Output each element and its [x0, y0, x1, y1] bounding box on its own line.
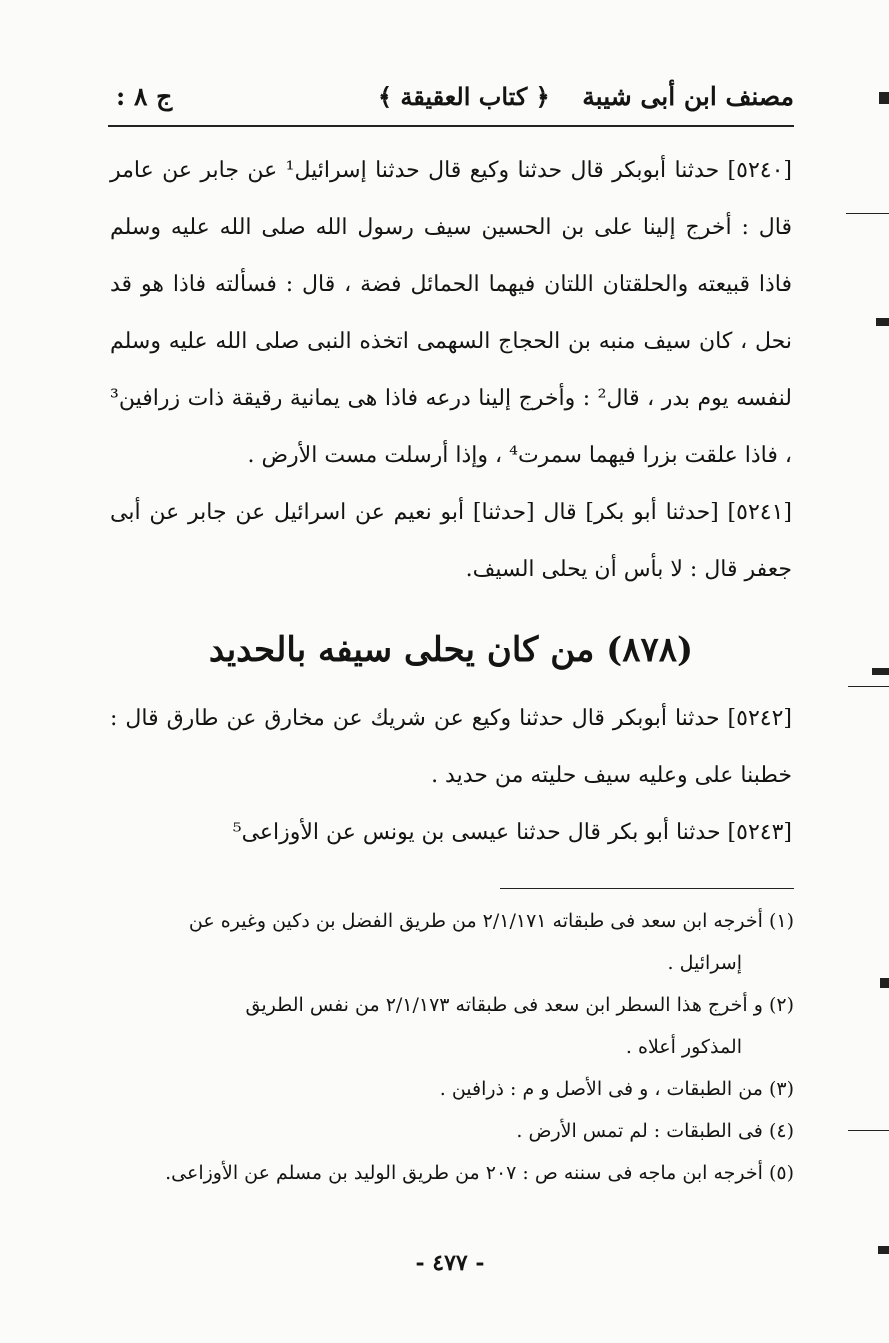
scan-mark	[846, 213, 889, 214]
header-title: مصنف ابن أبى شيبة	[582, 82, 794, 111]
hadith-5242: [٥٢٤٢] حدثنا أبوبكر قال حدثنا وكيع عن شريك عن مخارق عن طارق قال : خطبنا على وعليه سيف حليته من حديد .	[110, 706, 792, 788]
header-rule	[108, 125, 794, 127]
footnote-number: (٣)	[768, 1078, 794, 1100]
header-volume: ج ٨ :	[116, 82, 173, 111]
scan-mark	[848, 1130, 889, 1131]
section-heading: (٨٧٨) من كان يحلى سيفه بالحديد	[208, 630, 694, 670]
scan-mark	[876, 318, 889, 326]
scan-mark	[878, 1246, 889, 1254]
footnote-number: (١)	[768, 910, 794, 932]
header-book-title: ﴿ كتاب العقيقة ﴾	[378, 82, 550, 111]
footnote-2-continuation: المذكور أعلاه .	[625, 1036, 742, 1058]
scan-mark	[880, 978, 889, 988]
footnote-number: (٤)	[768, 1120, 794, 1142]
footnote-2	[110, 984, 794, 1026]
footnote-text: أخرجه ابن ماجه فى سننه ص : ٢٠٧ من طريق الوليد بن مسلم عن الأوزاعى.	[165, 1162, 763, 1184]
footnote-text: فى الطبقات : لم تمس الأرض .	[516, 1120, 763, 1142]
page-header	[108, 82, 794, 122]
main-text	[110, 142, 792, 598]
hadith-5241: [٥٢٤١] [حدثنا أبو بكر] قال [حدثنا] أبو نعيم عن اسرائيل عن جابر عن أبى جعفر قال : لا بأس أن يحلى السيف.	[110, 500, 792, 582]
footnote-4	[110, 1110, 794, 1152]
scan-mark	[872, 668, 889, 675]
footnote-number: (٢)	[768, 994, 794, 1016]
scan-mark	[848, 686, 889, 687]
hadith-5240: [٥٢٤٠] حدثنا أبوبكر قال حدثنا وكيع قال حدثنا إسرائيل¹ عن جابر عن عامر قال : أخرج إلينا على بن الحسين سيف رسول الله صلى الله عليه وسلم فاذا قبيعته والحلقتان اللتان فيهما الحمائل فضة ، قال : فسألته فاذا هو قد نحل ، كان سيف منبه بن الحجاج السهمى اتخذه النبى صلى الله عليه وسلم لنفسه يوم بدر ، قال² : وأخرج إلينا درعه فاذا هى يمانية رقيقة ذات زرافين³ ، فاذا علقت بزرا فيهما سمرت⁴ ، وإذا أرسلت مست الأرض .	[110, 158, 793, 468]
main-text-2	[110, 690, 792, 861]
footnote-number: (٥)	[768, 1162, 794, 1184]
hadith-5243: [٥٢٤٣] حدثنا أبو بكر قال حدثنا عيسى بن يونس عن الأوزاعى⁵	[232, 820, 792, 845]
page-number: - ٤٧٧ -	[415, 1250, 485, 1276]
footnote-text: و أخرج هذا السطر ابن سعد فى طبقاته ٢/١/١٧٣ من نفس الطريق	[245, 994, 763, 1016]
scan-mark	[879, 92, 889, 104]
footnote-1-continuation: إسرائيل .	[667, 952, 742, 974]
footnotes	[110, 900, 794, 1194]
footnote-3	[110, 1068, 794, 1110]
footnote-text: أخرجه ابن سعد فى طبقاته ٢/١/١٧١ من طريق الفضل بن دكين وغيره عن	[188, 910, 763, 932]
footnote-text: من الطبقات ، و فى الأصل و م : ذرافين .	[439, 1078, 763, 1100]
footnote-5	[110, 1152, 794, 1194]
footnote-1	[110, 900, 794, 942]
footnote-rule	[500, 888, 794, 889]
